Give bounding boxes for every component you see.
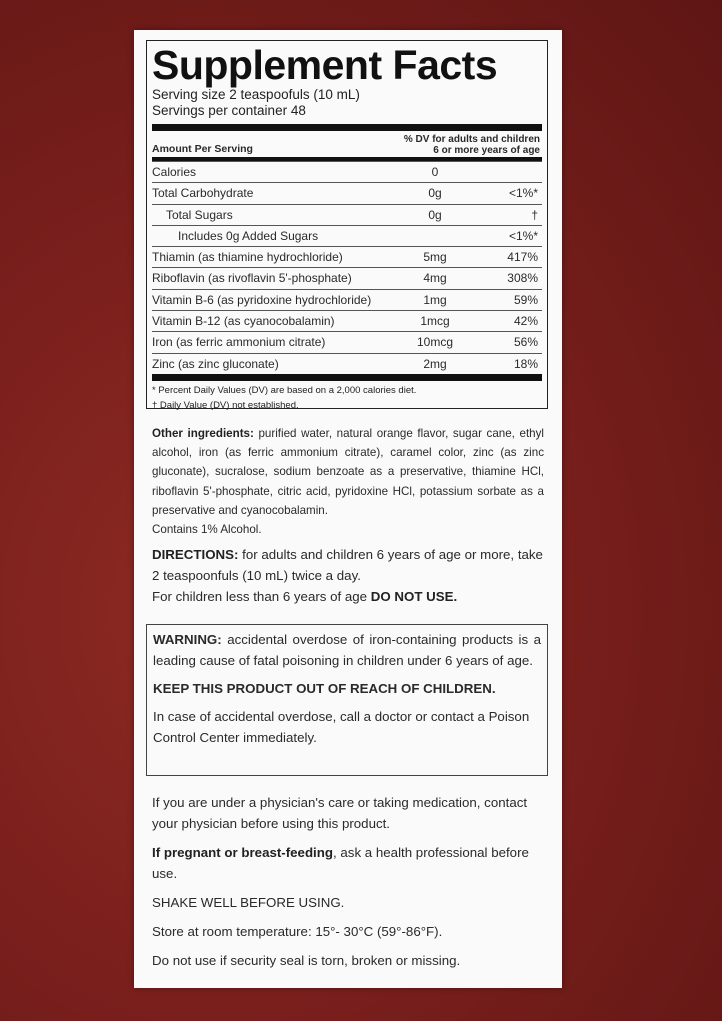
serving-size: Serving size 2 teaspoofuls (10 mL) [152,87,360,102]
other-ingredients [152,424,544,539]
facts-row [152,182,542,203]
divider-thick-bottom [152,374,542,381]
keep-out-of-reach [153,678,541,699]
row-name: Iron (as ferric ammonium citrate) [152,335,326,350]
keep-out-text: KEEP THIS PRODUCT OUT OF REACH OF CHILDREN. [153,681,496,696]
row-name: Total Sugars [166,207,233,222]
warning-label: WARNING: [153,632,222,647]
ingredients-label: Other ingredients: [152,427,254,440]
row-amount: 2mg [423,356,447,371]
alcohol-content: Contains 1% Alcohol. [152,523,262,537]
row-dv: <1%* [508,228,538,243]
facts-row [152,204,542,225]
facts-row [152,353,542,374]
row-name: Thiamin (as thiamine hydrochloride) [152,250,343,265]
facts-row [152,246,542,267]
divider-thick [152,124,542,131]
facts-row [152,331,542,352]
row-dv: 56% [513,335,538,350]
row-name: Zinc (as zinc gluconate) [152,356,279,371]
row-dv: 417% [507,250,538,265]
dv-header [404,134,540,156]
row-dv: 59% [513,292,538,307]
servings-per-container: Servings per container 48 [152,103,306,118]
row-name: Vitamin B-12 (as cyanocobalamin) [152,314,335,329]
footnote-dagger: † Daily Value (DV) not established. [152,399,299,411]
shake-note: SHAKE WELL BEFORE USING. [152,895,345,910]
row-name: Total Carbohydrate [152,186,254,201]
footnote-dv: * Percent Daily Values (DV) are based on a 2,000 calories diet. [152,384,417,396]
facts-title: Supplement Facts [152,42,498,88]
row-amount: 0 [431,165,439,179]
pregnant-text: , ask a health professional before use. [152,845,529,881]
additional-notes [152,792,544,979]
amount-per-serving-label: Amount Per Serving [152,143,253,155]
physician-note: If you are under a physician's care or taking medication, contact your physician before using this product. [152,795,528,831]
row-dv: 308% [507,271,538,286]
supplement-label [134,30,562,988]
directions [152,544,544,607]
row-amount: 10mcg [416,335,454,350]
facts-row [152,225,542,246]
directions-children: For children less than 6 years of age [152,589,371,604]
pregnant-note [152,842,544,884]
facts-row [152,267,542,288]
row-name: Includes 0g Added Sugars [178,228,319,243]
row-name: Calories [152,165,197,179]
overdose-instructions: In case of accidental overdose, call a doctor or contact a Poison Control Center immediately. [153,709,530,745]
warning-box [146,624,548,776]
amount-header [152,131,542,157]
warning-body: accidental overdose of iron-containing products is a leading cause of fatal poisoning in children under 6 years of age. [153,632,541,668]
ingredients-text: purified water, natural orange flavor, sugar cane, ethyl alcohol, iron (as ferric ammonium citrate), caramel color, zinc (as zinc gluconate), sucralose, sodium benzoate as a preservative, thiamine HCl, riboflavin 5'-phosphate, citric acid, pyridoxine HCl, potassium sorbate as a preservative and cyanocobalamin. [152,427,544,517]
dv-header-line1: % DV for adults and children [403,134,540,145]
directions-label: DIRECTIONS: [152,547,239,562]
row-name: Riboflavin (as rivoflavin 5'-phosphate) [152,271,352,286]
row-amount: 1mg [423,292,447,307]
supplement-facts-panel [146,40,548,409]
facts-row [152,289,542,310]
directions-text: for adults and children 6 years of age or more, take 2 teaspoonfuls (10 mL) twice a day. [152,547,543,583]
row-amount: 0g [428,186,442,201]
warning-text [153,629,541,671]
do-not-use: DO NOT USE. [370,589,458,604]
row-amount: 0g [428,207,442,222]
row-amount: 5mg [423,250,447,265]
facts-row [152,161,542,182]
row-dv: 42% [513,314,538,329]
row-amount: 1mcg [420,314,450,329]
pregnant-label: If pregnant or breast-feeding [152,845,334,860]
row-dv: <1%* [508,186,538,201]
row-dv: 18% [513,356,538,371]
row-amount: 4mg [423,271,447,286]
dv-header-line2: 6 or more years of age [433,145,540,156]
facts-row [152,310,542,331]
row-name: Vitamin B-6 (as pyridoxine hydrochloride) [152,292,372,307]
storage-note: Store at room temperature: 15°- 30°C (59°-86°F). [152,924,443,939]
seal-note: Do not use if security seal is torn, broken or missing. [152,953,461,968]
row-dv: † [531,207,538,222]
